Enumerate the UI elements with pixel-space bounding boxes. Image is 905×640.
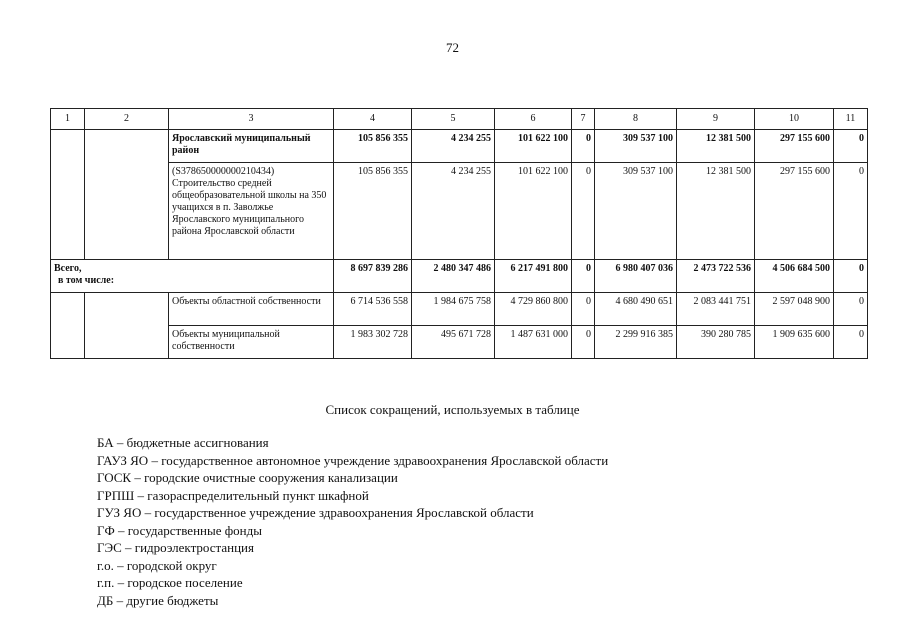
column-header: 4 bbox=[334, 109, 412, 130]
list-item: ГОСК – городские очистные сооружения канализации bbox=[97, 470, 398, 485]
column-header: 8 bbox=[595, 109, 677, 130]
abbreviations-title: Список сокращений, используемых в таблице bbox=[325, 402, 580, 417]
total-label: Всего, bbox=[54, 263, 82, 274]
list-item: ГФ – государственные фонды bbox=[97, 522, 262, 538]
table-cell: 6 980 407 036 bbox=[595, 260, 677, 293]
column-header: 2 bbox=[85, 109, 169, 130]
list-item: г.о. – городской округ bbox=[97, 557, 217, 573]
table-row-total bbox=[51, 260, 868, 293]
table-cell: 0 bbox=[572, 326, 595, 359]
table-cell: 12 381 500 bbox=[677, 130, 755, 163]
table-cell: 309 537 100 bbox=[595, 130, 677, 163]
table-cell: 2 597 048 900 bbox=[755, 293, 834, 326]
column-header: 1 bbox=[51, 109, 85, 130]
list-item: ГАУЗ ЯО – государственное автономное учреждение здравоохранения Ярославской области bbox=[97, 452, 609, 468]
table-cell: 6 714 536 558 bbox=[334, 293, 412, 326]
column-header: 7 bbox=[572, 109, 595, 130]
table-cell: 0 bbox=[572, 293, 595, 326]
project-name: (S378650000000210434) Строительство средней общеобразовательной школы на 350 учащихся в п. Заволжье Ярославского муниципального района Ярославской области bbox=[169, 163, 334, 260]
list-item: ГРПШ – газораспределительный пункт шкафной bbox=[97, 487, 369, 503]
list-item: ГУЗ ЯО – государственное учреждение здравоохранения Ярославской области bbox=[97, 505, 534, 520]
table-cell: 4 729 860 800 bbox=[495, 293, 572, 326]
table-row-regional bbox=[51, 293, 868, 326]
table-cell: 4 506 684 500 bbox=[755, 260, 834, 293]
table-cell: 1 984 675 758 bbox=[412, 293, 495, 326]
list-item: ДБ – другие бюджеты bbox=[97, 592, 219, 608]
table-cell: 309 537 100 bbox=[595, 163, 677, 260]
header-row bbox=[51, 109, 868, 130]
table-cell: 0 bbox=[572, 260, 595, 293]
table-cell: 1 983 302 728 bbox=[334, 326, 412, 359]
table-cell: 0 bbox=[834, 260, 868, 293]
total-label-cell bbox=[51, 260, 334, 293]
table-cell: 1 487 631 000 bbox=[495, 326, 572, 359]
page-number: 72 bbox=[446, 40, 459, 55]
table-cell: 101 622 100 bbox=[495, 163, 572, 260]
table-cell: 8 697 839 286 bbox=[334, 260, 412, 293]
empty-cell bbox=[51, 130, 85, 260]
list-item: г.п. – городское поселение bbox=[97, 575, 243, 590]
table-cell: 0 bbox=[834, 293, 868, 326]
table-cell: 0 bbox=[572, 130, 595, 163]
table-cell: 390 280 785 bbox=[677, 326, 755, 359]
abbreviations-list bbox=[97, 434, 608, 609]
table-cell: 101 622 100 bbox=[495, 130, 572, 163]
district-name: Ярославский муниципальный район bbox=[169, 130, 334, 163]
list-item: БА – бюджетные ассигнования bbox=[97, 435, 269, 450]
table-cell: 105 856 355 bbox=[334, 163, 412, 260]
table-cell: 6 217 491 800 bbox=[495, 260, 572, 293]
column-header: 11 bbox=[834, 109, 868, 130]
column-header: 9 bbox=[677, 109, 755, 130]
table-cell: 4 680 490 651 bbox=[595, 293, 677, 326]
municipal-name: Объекты муниципальной собственности bbox=[169, 326, 334, 359]
table-cell: 0 bbox=[572, 163, 595, 260]
column-header: 10 bbox=[755, 109, 834, 130]
empty-cell bbox=[85, 293, 169, 359]
table-cell: 0 bbox=[834, 163, 868, 260]
table-cell: 2 473 722 536 bbox=[677, 260, 755, 293]
table-cell: 495 671 728 bbox=[412, 326, 495, 359]
table-row-district bbox=[51, 130, 868, 163]
total-sublabel: в том числе: bbox=[58, 275, 115, 286]
table-cell: 4 234 255 bbox=[412, 163, 495, 260]
column-header: 6 bbox=[495, 109, 572, 130]
table-cell: 2 299 916 385 bbox=[595, 326, 677, 359]
budget-table bbox=[50, 108, 868, 359]
column-header: 3 bbox=[169, 109, 334, 130]
table-cell: 12 381 500 bbox=[677, 163, 755, 260]
table-cell: 0 bbox=[834, 130, 868, 163]
table-cell: 4 234 255 bbox=[412, 130, 495, 163]
table-row-project bbox=[51, 163, 868, 260]
table-cell: 2 083 441 751 bbox=[677, 293, 755, 326]
regional-name: Объекты областной собственности bbox=[169, 293, 334, 326]
list-item: ГЭС – гидроэлектростанция bbox=[97, 540, 254, 555]
table-cell: 1 909 635 600 bbox=[755, 326, 834, 359]
table-row-municipal bbox=[51, 326, 868, 359]
table-cell: 0 bbox=[834, 326, 868, 359]
table-cell: 105 856 355 bbox=[334, 130, 412, 163]
table-cell: 2 480 347 486 bbox=[412, 260, 495, 293]
empty-cell bbox=[85, 130, 169, 260]
empty-cell bbox=[51, 293, 85, 359]
column-header: 5 bbox=[412, 109, 495, 130]
table-cell: 297 155 600 bbox=[755, 130, 834, 163]
table-cell: 297 155 600 bbox=[755, 163, 834, 260]
